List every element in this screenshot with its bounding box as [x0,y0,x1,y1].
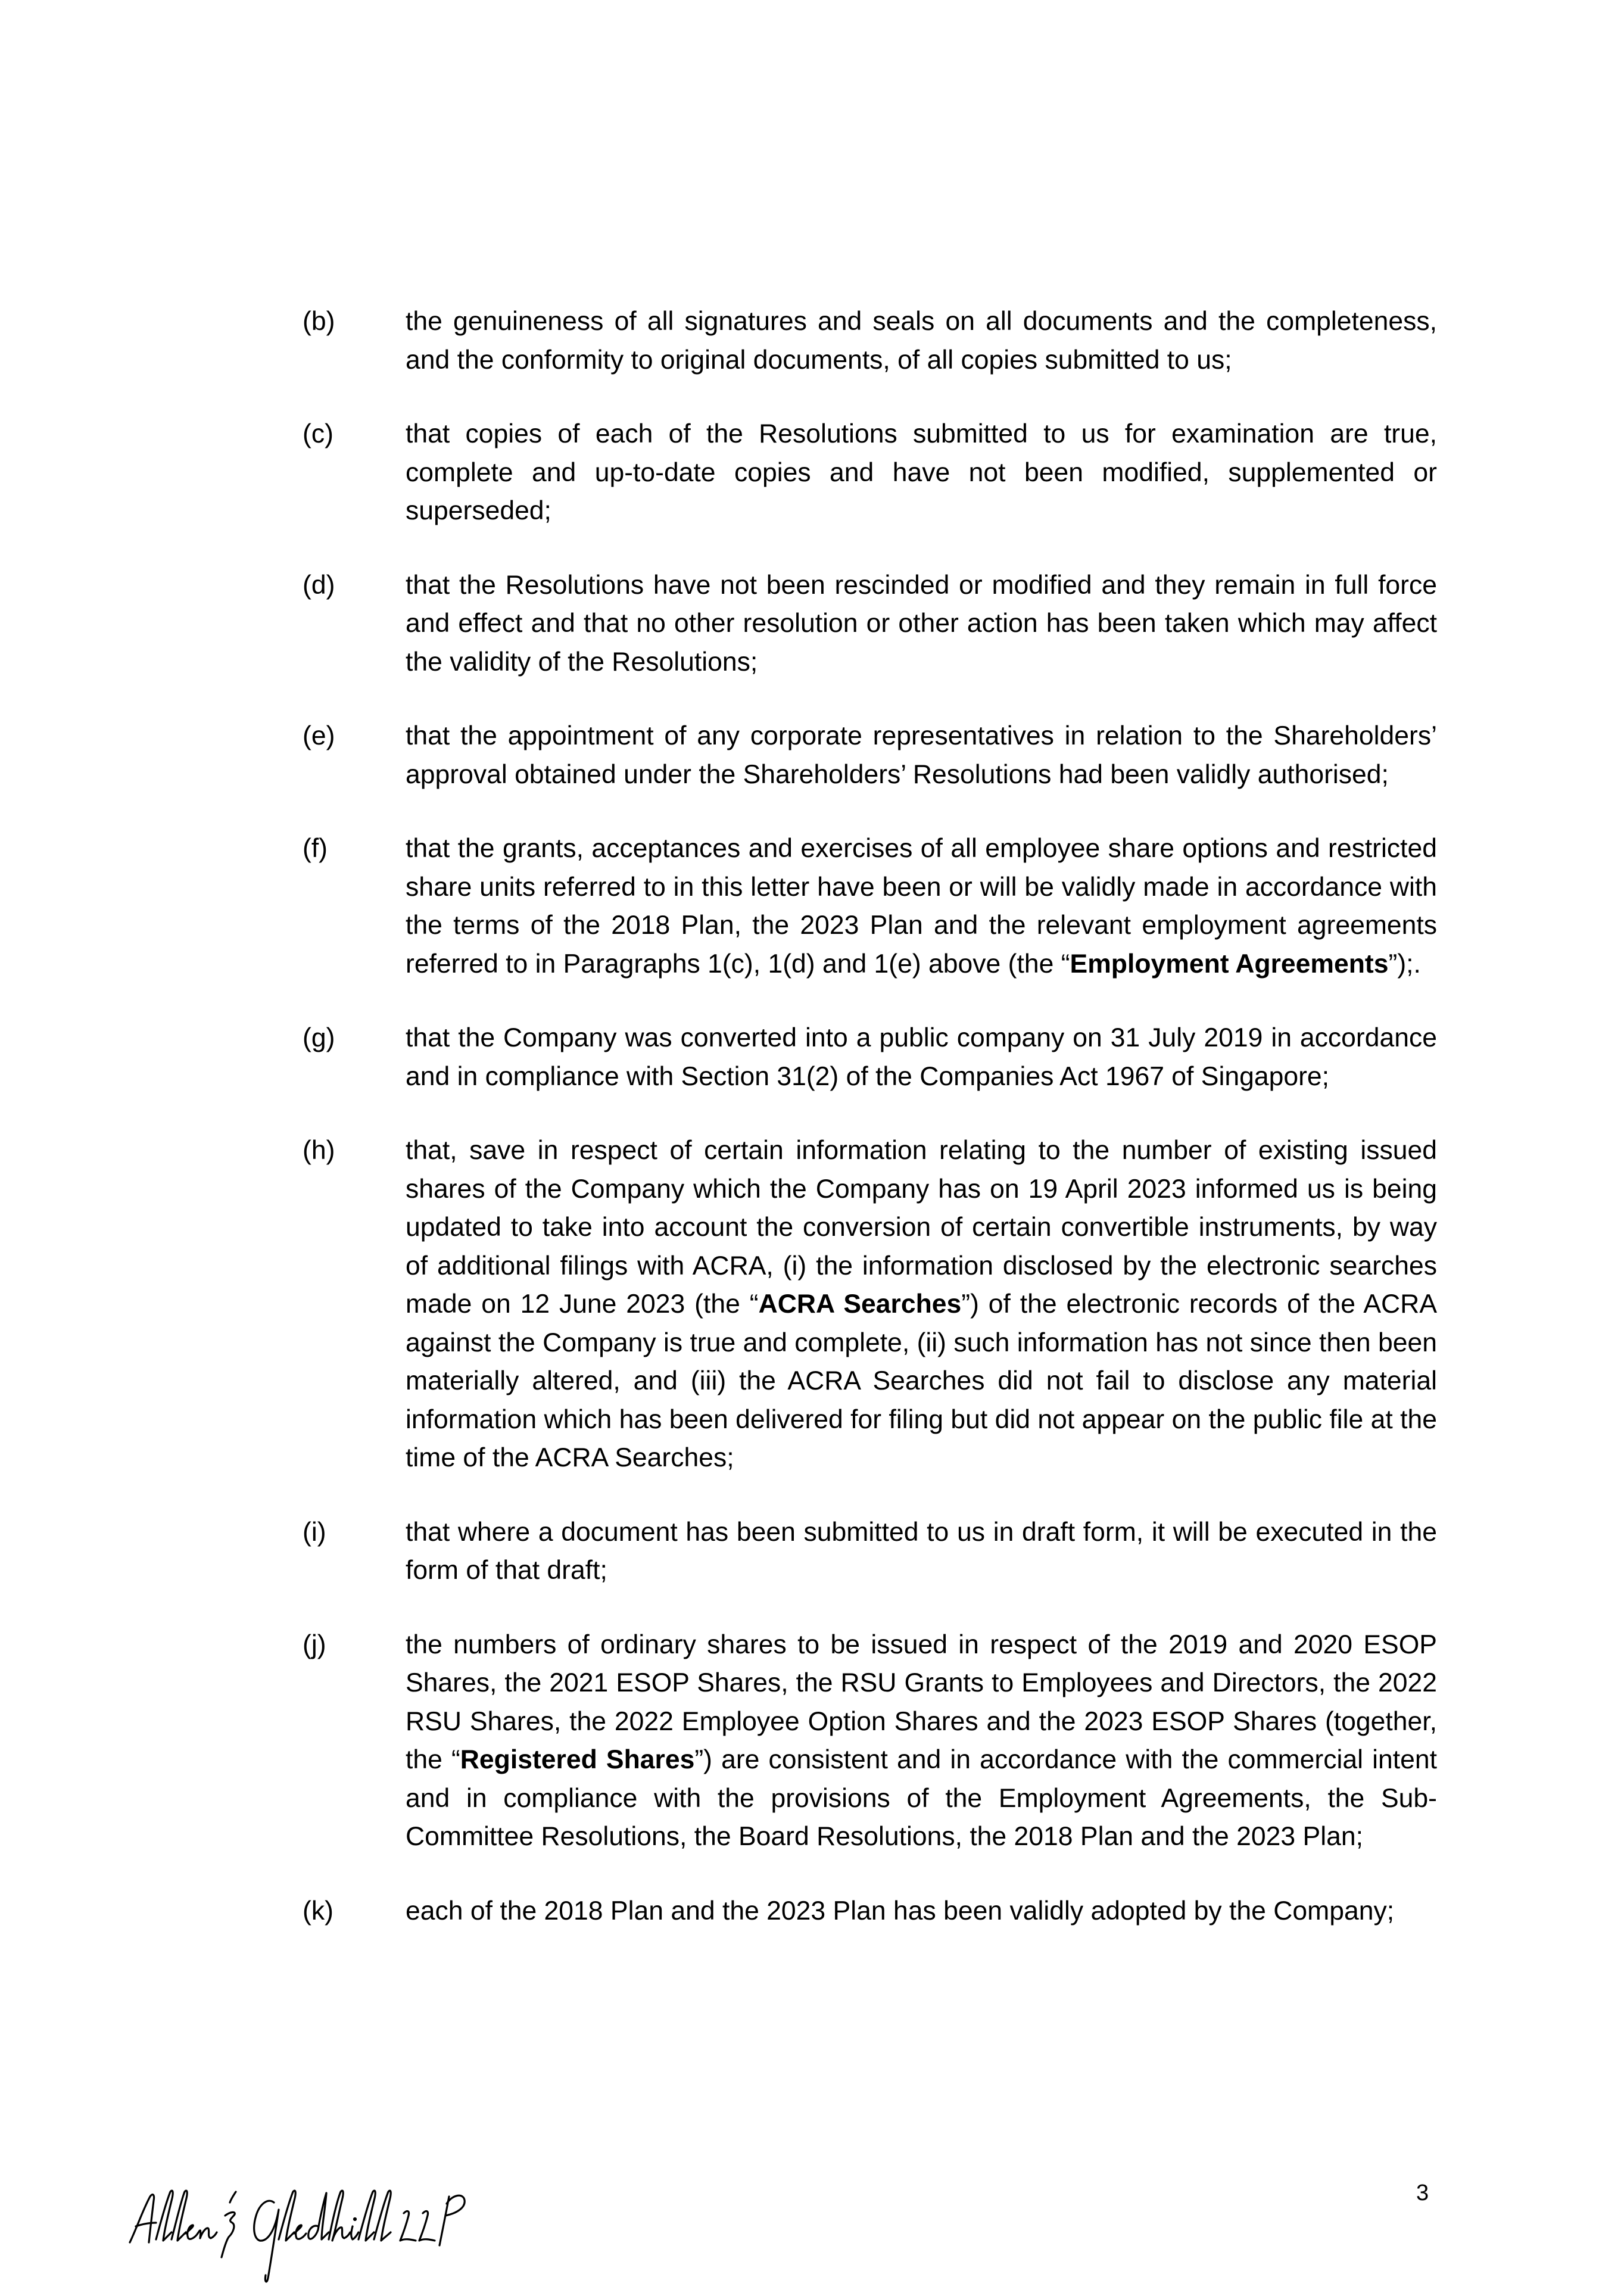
clause-text [406,717,1437,794]
clause-item [303,717,1437,794]
clause-item [303,830,1437,983]
assumptions-clause-list [303,303,1437,1966]
firm-signature-logo [119,2168,536,2293]
clause-label: (d) [303,570,335,600]
clause-label: (f) [303,834,328,863]
page-number: 3 [1416,2180,1429,2205]
clause-label: (c) [303,419,333,448]
clause-label: (e) [303,721,335,750]
clause-text [406,303,1437,379]
clause-text-segment: ”) of the electronic records of the ACRA against the Company is true and complete, (ii) such information has not since then been materially altered, and (iii) the ACRA Searches did not fail to disclose any material information which has been delivered for filing but did not appear on the public file at the time of the ACRA Searches; [406,1289,1437,1472]
clause-text-segment: each of the 2018 Plan and the 2023 Plan has been validly adopted by the Company; [406,1896,1395,1926]
clause-text [406,415,1437,531]
clause-text [406,1626,1437,1856]
clause-item [303,1513,1437,1590]
clause-text [406,830,1437,983]
clause-label: (i) [303,1517,326,1547]
clause-text-segment: that the appointment of any corporate representatives in relation to the Shareholders’ approval obtained under the Shareholders’ Resolutions had been validly authorised; [406,721,1437,789]
clause-label: (k) [303,1896,333,1926]
clause-label: (j) [303,1630,326,1659]
clause-label: (b) [303,307,335,336]
clause-text-segment: that where a document has been submitted to us in draft form, it will be executed in the form of that draft; [406,1517,1437,1585]
clause-item [303,303,1437,379]
clause-text-segment: that, save in respect of certain information relating to the number of existing issued shares of the Company which the Company has on 19 April 2023 informed us is being updated to take into account the conversion of certain convertible instruments, by way of additional filings with ACRA, (i) the information disclosed by the electronic searches made on 12 June 2023 (the “ [406,1136,1437,1319]
signature-icon [119,2168,536,2293]
defined-term-acra-searches: ACRA Searches [758,1289,962,1319]
clause-label: (g) [303,1023,335,1052]
clause-text-segment: the numbers of ordinary shares to be issued in respect of the 2019 and 2020 ESOP Shares, the 2021 ESOP Shares, the RSU Grants to Employees and Directors, the 2022 RSU Shares, the 2022 Employee Option Shares and the 2023 ESOP Shares (together, the “ [406,1630,1437,1774]
clause-text [406,566,1437,682]
clause-text-segment: that the Company was converted into a public company on 31 July 2019 in accordance and in compliance with Section 31(2) of the Companies Act 1967 of Singapore; [406,1023,1437,1091]
clause-text-segment: the genuineness of all signatures and seals on all documents and the completeness, and the conformity to original documents, of all copies submitted to us; [406,307,1437,375]
clause-text [406,1019,1437,1096]
clause-text-segment: that the grants, acceptances and exercises of all employee share options and restricted share units referred to in this letter have been or will be validly made in accordance with the terms of the 2018 Plan, the 2023 Plan and the relevant employment agreements referred to in Paragraphs 1(c), 1(d) and 1(e) above (the “ [406,834,1437,979]
clause-text [406,1132,1437,1478]
clause-label: (h) [303,1136,335,1165]
clause-text [406,1513,1437,1590]
clause-text-segment: ”);. [1388,949,1421,979]
clause-item [303,1132,1437,1478]
clause-text-segment: that the Resolutions have not been rescinded or modified and they remain in full force and effect and that no other resolution or other action has been taken which may affect the validity of the Resolutions; [406,570,1437,677]
clause-item [303,566,1437,682]
clause-item [303,1892,1437,1931]
clause-text-segment: that copies of each of the Resolutions submitted to us for examination are true, complete and up-to-date copies and have not been modified, supplemented or superseded; [406,419,1437,525]
clause-item [303,415,1437,531]
defined-term-registered-shares: Registered Shares [460,1745,695,1774]
clause-item [303,1626,1437,1856]
clause-item [303,1019,1437,1096]
defined-term-employment-agreements: Employment Agreements [1070,949,1389,979]
clause-text-segment: ”) are consistent and in accordance with the commercial intent and in compliance with the provisions of the Employment Agreements, the Sub-Committee Resolutions, the Board Resolutions, the 2018 Plan and the 2023 Plan; [406,1745,1437,1851]
clause-text [406,1892,1437,1931]
